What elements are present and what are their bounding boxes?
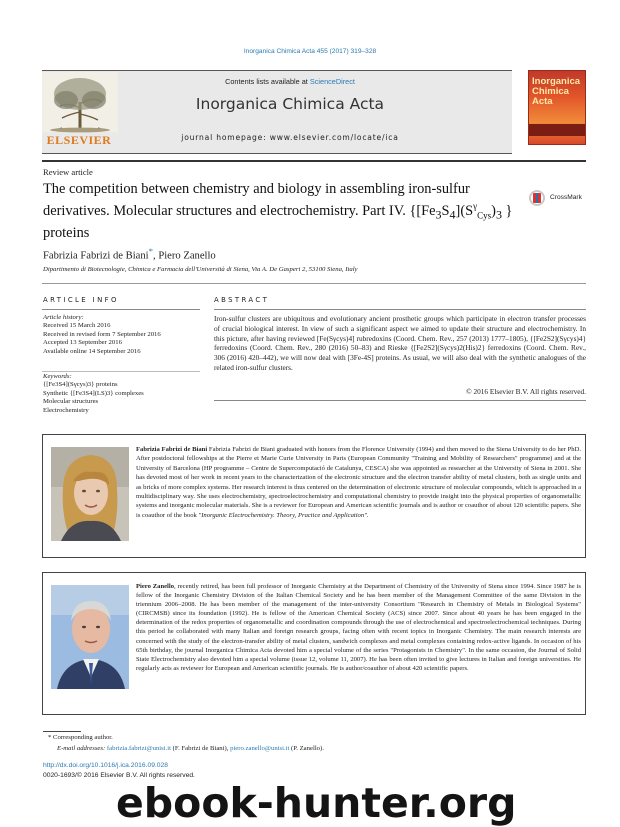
journal-title: Inorganica Chimica Acta (195, 95, 385, 113)
divider (42, 283, 586, 284)
history-item: Received in revised form 7 September 2016 (43, 330, 161, 338)
corresponding-marker: * (48, 734, 52, 741)
keyword: {[Fe3S4](Sγcys)3} proteins (43, 381, 118, 389)
journal-cover-thumbnail[interactable] (528, 70, 586, 145)
bio-book: "Inorganic Electrochemistry. Theory, Practice and Application" (198, 511, 367, 519)
corresponding-text: Corresponding author. (53, 734, 113, 741)
journal-citation[interactable]: Inorganica Chimica Acta 455 (2017) 319–328 (243, 48, 377, 55)
doi-link[interactable]: http://dx.doi.org/10.1016/j.ica.2016.09.028 (43, 762, 168, 769)
issn-line: 0020-1693/© 2016 Elsevier B.V. All rights reserved. (43, 772, 195, 779)
email-owner: (F. Fabrizi de Biani), (171, 745, 231, 752)
abstract-heading: ABSTRACT (214, 296, 270, 304)
cover-strip (529, 124, 586, 136)
contents-available-line (120, 77, 460, 86)
history-item: Accepted 13 September 2016 (43, 339, 122, 347)
crossmark-label: CrossMark (550, 194, 582, 201)
email-link[interactable]: piero.zanello@unisi.it (230, 745, 290, 752)
divider (214, 309, 586, 310)
email-link[interactable]: fabrizia.fabrizi@unisi.it (106, 745, 171, 752)
author-photo (51, 447, 129, 541)
history-item: Available online 14 September 2016 (43, 347, 141, 355)
divider (42, 309, 200, 310)
corresponding-note (48, 734, 113, 741)
article-title (43, 181, 513, 242)
title-s: S (441, 202, 450, 219)
keyword: Synthetic {[Fe3S4](LS)3} complexes (43, 389, 144, 397)
author-bio-box (42, 434, 586, 558)
abstract-copyright: © 2016 Elsevier B.V. All rights reserved. (466, 387, 586, 396)
bio-body: Fabrizia Fabrizi de Biani graduated with honors from the Florence University (1994) and then moved to the Siena University to do her PhD. After postdoctoral fellowships at the Pierre et Marie Curie University in Paris (European Community "Training and Mobility of Researchers" programme) and at the University of Barcelona (HP programme – Centre de Supercomputació de Catalunya, CESCA) she was appointed as researcher at the University of Siena in 2001. She has devoted most of her work in recent years to the characterization of the electronic structure and the electron transfer ability of metal clusters, both as single units and as bricks of more complex systems. Her research interest is thus centered on the determination of electronic structure of molecular compounds, which is approached in a multidisciplinary way. She uses electrochemistry, spectroelectrochemistry and computational chemistry to provide insight into the physical properties of organometallic systems and inorganic molecular materials. She is a reviewer for European and American scientific journals and is author or coauthor of about 120 scientific papers. She is coauthor of the book (136, 446, 581, 519)
bio-name: Fabrizia Fabrizi de Biani (136, 446, 208, 453)
header-divider (42, 160, 586, 162)
title-mid: ](S (455, 202, 474, 219)
divider (42, 371, 200, 372)
sciencedirect-link[interactable]: ScienceDirect (309, 77, 355, 86)
title-sup: γ (473, 201, 478, 211)
title-end: } proteins (43, 202, 513, 241)
author-name: Piero Zanello (158, 250, 216, 262)
elsevier-wordmark: ELSEVIER (46, 133, 112, 147)
history-label: Article history: (43, 314, 84, 321)
keyword: Electrochemistry (43, 406, 89, 414)
history-item: Received 15 March 2016 (43, 322, 111, 330)
cover-title: Inorganica Chimica Acta (532, 76, 581, 107)
email-addresses (57, 745, 324, 752)
bio-end: . (366, 511, 369, 519)
author-name: Fabrizia Fabrizi de Biani (43, 250, 149, 262)
crossmark-icon (528, 189, 548, 207)
crossmark-badge[interactable] (528, 189, 588, 207)
bio-body: , recently retired, has been full professor of Inorganic Chemistry at the Department of Chemistry of the University of Siena since 1994. Since 1987 he is fellow of the Inorganic Chemistry Division of the Italian Chemical Society and he has been member of the Management Committee of the same Division in the triennium 2006–2008. He has been member of the management of the inter-university Consortium "Research in Chemistry of Metals in Biological Systems" (CIRCMSB) since its foundation (1992). He is fellow of the American Chemical Society (ACS) since 2007. Since about 40 years he has been engaged in the determination of the redox properties of organometallic and coordination compounds through the use of electrochemical and spectroelectrochemical techniques. During this period he collaborated with many Italian and foreign research groups, facing often with recent topics in Inorganic Chemistry. The main research interests are concerned with the study of the electron-transfer ability of metal clusters, sandwich complexes and metal complexes containing redox-active ligands. In occasion of his 65th birthday, the journal Inorganica Chimica Acta devoted him a special volume of the series "Protagonists in Chemistry". In the same occasion, the Journal of Solid State Electrochemistry also devoted him a special volume (issue 12, volume 11, 2007). He has been often invited to give lectures in Italian and foreign universities. He regularly acts as reviewer for European and American scientific journals. He is author/coauthor of about 420 scientific papers. (136, 583, 581, 672)
abstract-text: Iron-sulfur clusters are ubiquitous and evolutionary ancient prosthetic groups which participate in electron transfer processes of crucial biological interest. In view of such a significant aspect we aimed to update their structure and electrochemistry. In this picture, after having reviewed [Fe(Sγcys)4] rubredoxins (Coord. Chem. Rev., 257 (2013) 1777–1805), {[Fe2S2](Sγcys)4} ferredoxins (Coord. Chem. Rev., 280 (2016) 50–83) and Rieske {[Fe2S2](Sγcys)2(His)2} ferredoxins (Coord. Chem. Rev., 306 (2016) 420–442), we will now deal with [3Fe-4S] proteins. As usual, we will also deal with the synthetic analogues of the related iron-sulfur clusters. (214, 314, 586, 372)
author-bio-box (42, 572, 586, 715)
keyword: Molecular structures (43, 398, 99, 406)
authors-line (43, 246, 216, 262)
title-text: The competition between chemistry and biology in assembling iron-sulfur derivatives. Molecular structures and electrochemistry. Part IV. {[Fe (43, 181, 470, 219)
divider (214, 400, 586, 401)
homepage-link[interactable]: www.elsevier.com/locate/ica (269, 133, 399, 142)
author-bio-text (136, 445, 581, 520)
homepage-prefix: journal homepage: (181, 133, 270, 142)
title-sub: Cys (477, 210, 492, 221)
author-separator: , (153, 250, 159, 262)
title-sub: 3 (435, 207, 442, 222)
title-sub: 3 (495, 207, 502, 222)
keywords (43, 373, 203, 415)
affiliation: Dipartimento di Biotecnologie, Chimica e Farmacia dell'Università di Siena, Via A. De Gasperi 2, 53100 Siena, Italy (43, 266, 358, 273)
watermark: ebook-hunter.org (116, 779, 517, 827)
footnote-rule (43, 731, 81, 732)
bio-name: Piero Zanello (136, 583, 175, 590)
journal-homepage-line (120, 133, 460, 142)
article-info-heading: ARTICLE INFO (43, 296, 119, 304)
article-type: Review article (43, 167, 93, 177)
contents-prefix: Contents lists available at (225, 77, 310, 86)
article-history (43, 314, 203, 356)
title-close: ) (491, 202, 496, 219)
email-owner: (P. Zanello). (289, 745, 324, 752)
author-photo (51, 585, 129, 689)
corresponding-marker[interactable]: * (148, 246, 154, 256)
author-bio-text (136, 582, 581, 673)
title-sub: 4 (449, 207, 456, 222)
keywords-label: Keywords: (43, 373, 72, 380)
emails-label: E-mail addresses: (57, 745, 106, 752)
